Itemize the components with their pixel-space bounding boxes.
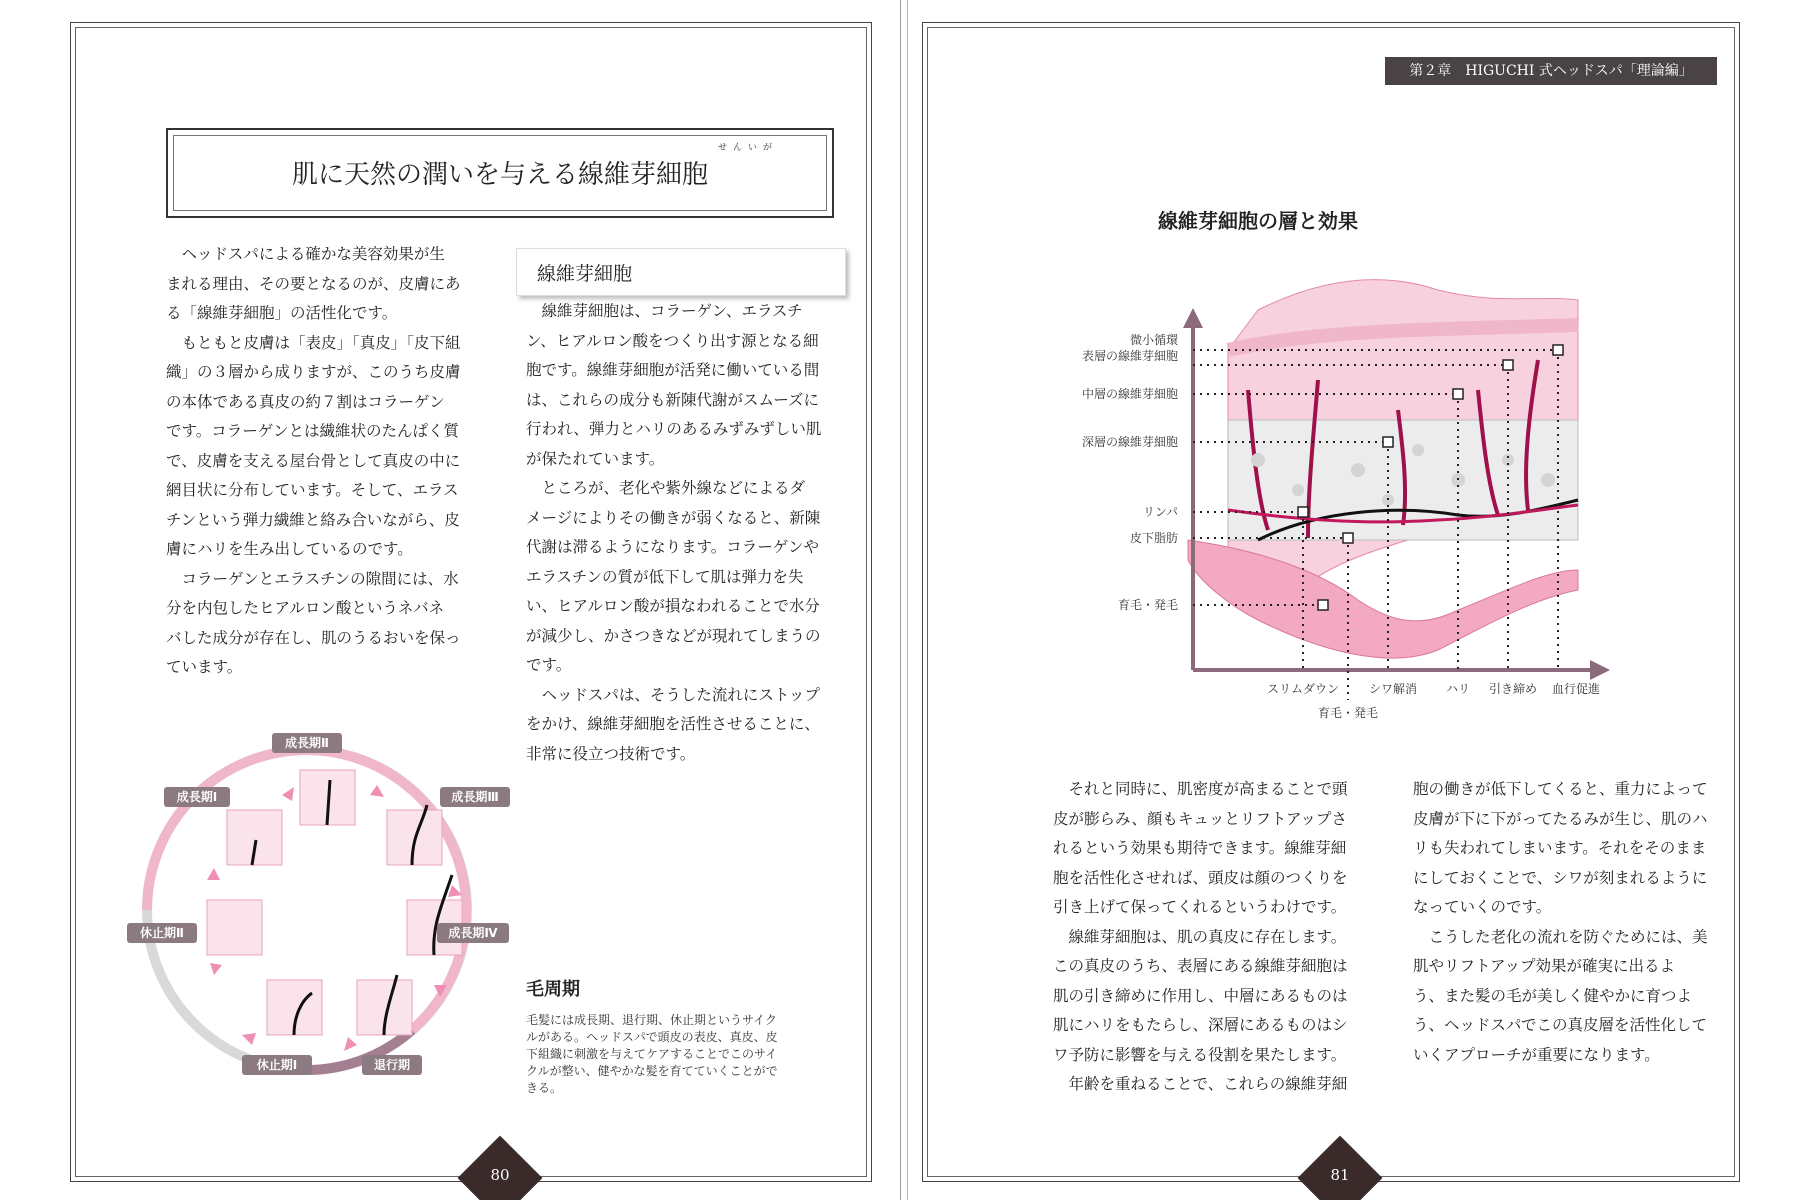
subhead-box bbox=[516, 248, 846, 296]
diagram-title: 線維芽細胞の層と効果 bbox=[1158, 209, 1358, 233]
svg-text:成長期Ⅱ: 成長期Ⅱ bbox=[285, 736, 329, 750]
label-lymph: リンパ bbox=[1142, 505, 1178, 519]
title-ruby: せんいが bbox=[718, 143, 779, 153]
stage-label-7 bbox=[164, 787, 230, 807]
x-axis-arrow bbox=[1590, 660, 1610, 680]
stage-label-6 bbox=[127, 923, 197, 943]
left-page bbox=[42, 0, 900, 1200]
skin-illustration bbox=[1188, 280, 1578, 658]
stage-label-1 bbox=[272, 733, 342, 753]
hair-cycle-caption: 毛髪には成長期、退行期、休止期というサイク ルがある。ヘッドスパで頭皮の表皮、真皮、皮 下組織に刺激を与えてケアすることでこのサイ クルが整い、健やかな髪を育てていくことがで きる。 bbox=[526, 1013, 778, 1095]
hair-cycle-diagram bbox=[122, 725, 512, 1095]
book-spread bbox=[42, 0, 1772, 1200]
follicle-tiles bbox=[207, 770, 462, 1035]
label-surface-fibroblast: 表層の線維芽細胞 bbox=[1081, 349, 1178, 363]
svg-text:成長期Ⅲ: 成長期Ⅲ bbox=[451, 790, 499, 804]
stage-label-5 bbox=[242, 1055, 312, 1075]
subhead-title: 線維芽細胞 bbox=[537, 263, 633, 285]
body-column-c: それと同時に、肌密度が高まることで頭 皮が膨らみ、顔もキュッとリフトアップさ れるという効果も期待できます。線維芽細 胞を活性化させれば、頭皮は顔のつくりを 引き上げて保ってくれるというわけです。 線維芽細胞は、肌の真皮に存在します。 この真皮のうち、表層にある線維芽細胞は 肌の引き締めに作用し、中層にあるものは 肌にハリをもたらし、深層にあるものはシ ワ予防に影響を与える役割を果たします。 年齢を重ねることで、これらの線維芽細 bbox=[1053, 780, 1348, 1093]
hair-cycle-title: 毛周期 bbox=[526, 979, 580, 1000]
effect-firmness: ハリ bbox=[1445, 682, 1471, 696]
section-title-box bbox=[166, 128, 834, 218]
svg-text:休止期Ⅱ: 休止期Ⅱ bbox=[140, 926, 184, 940]
svg-text:成長期Ⅳ: 成長期Ⅳ bbox=[448, 926, 498, 940]
body-column-d: 胞の働きが低下してくると、重力によって 皮膚が下に下がってたるみが生じ、肌のハ リも失われてしまいます。それをそのまま にしておくことで、シワが刻まれるように なっていくのです。 こうした老化の流れを防ぐためには、美 肌やリフトアップ効果が確実に出るよ う、また髪の毛が美しく健やかに育つよ う、ヘッドスパでこの真皮層を活性化して いくアプローチが重要になります。 bbox=[1413, 780, 1708, 1064]
page-number: 80 bbox=[490, 1166, 510, 1184]
svg-text:休止期Ⅰ: 休止期Ⅰ bbox=[256, 1058, 298, 1072]
label-hair-growth: 育毛・発毛 bbox=[1117, 598, 1178, 612]
chapter-tag: 第２章 HIGUCHI 式ヘッドスパ「理論編」 bbox=[1386, 58, 1716, 84]
stage-label-3 bbox=[437, 923, 509, 943]
label-mid-fibroblast: 中層の線維芽細胞 bbox=[1081, 387, 1178, 401]
svg-text:退行期: 退行期 bbox=[373, 1058, 411, 1072]
right-page bbox=[908, 0, 1772, 1200]
y-axis-arrow bbox=[1183, 308, 1203, 328]
svg-text:成長期Ⅰ: 成長期Ⅰ bbox=[176, 790, 218, 804]
effect-slim-down: スリムダウン bbox=[1266, 682, 1340, 696]
follicle-7 bbox=[207, 900, 262, 955]
page-number: 81 bbox=[1330, 1166, 1350, 1184]
body-column-b: 線維芽細胞は、コラーゲン、エラスチ ン、ヒアルロン酸をつくり出す源となる細 胞です。線維芽細胞が活発に働いている間 は、これらの成分も新陳代謝がスムーズに 行われ、弾力とハリのあるみずみずしい肌 が保たれています。 ところが、老化や紫外線などによるダ メージによりその働きが弱くなると、新陳 代謝は滞るようになります。コラーゲンや エラスチンの質が低下して肌は弾力を失 い、ヒアルロン酸が損なわれることで水分 が減少し、かさつきなどが現れてしまうの です。 ヘッドスパは、そうした流れにストップ をかけ、線維芽細胞を活性させることに、 非常に役立つ技術です。 bbox=[526, 302, 822, 763]
section-title: 肌に天然の潤いを与える線維芽細胞 bbox=[291, 160, 708, 190]
effect-blood-flow: 血行促進 bbox=[1551, 682, 1601, 696]
effect-wrinkle: シワ解消 bbox=[1368, 682, 1418, 696]
effect-tightening: 引き締め bbox=[1488, 682, 1538, 696]
skin-layer-diagram bbox=[1058, 270, 1618, 740]
body-column-a: ヘッドスパによる確かな美容効果が生 まれる理由、その要となるのが、皮膚にあ る「線維芽細胞」の活性化です。 もともと皮膚は「表皮」「真皮」「皮下組 織」の３層から成りますが、このうち皮膚 の本体である真皮の約７割はコラーゲン です。コラーゲンとは繊維状のたんぱく質 で、皮膚を支える屋台骨として真皮の中に 網目状に分布しています。そして、エラス チンという弾力繊維と絡み合いながら、皮 膚にハリを生み出しているのです。 コラーゲンとエラスチンの隙間には、水 分を内包したヒアルロン酸というネバネ バした成分が存在し、肌のうるおいを保っ ています。 bbox=[166, 245, 461, 676]
label-subcutaneous-fat: 皮下脂肪 bbox=[1129, 531, 1178, 545]
stage-label-2 bbox=[440, 787, 510, 807]
book-gutter bbox=[900, 0, 908, 1200]
label-micro-circulation: 微小循環 bbox=[1129, 333, 1178, 347]
label-deep-fibroblast: 深層の線維芽細胞 bbox=[1081, 435, 1178, 449]
stage-label-4 bbox=[362, 1055, 422, 1075]
effect-hair-growth: 育毛・発毛 bbox=[1317, 706, 1379, 720]
